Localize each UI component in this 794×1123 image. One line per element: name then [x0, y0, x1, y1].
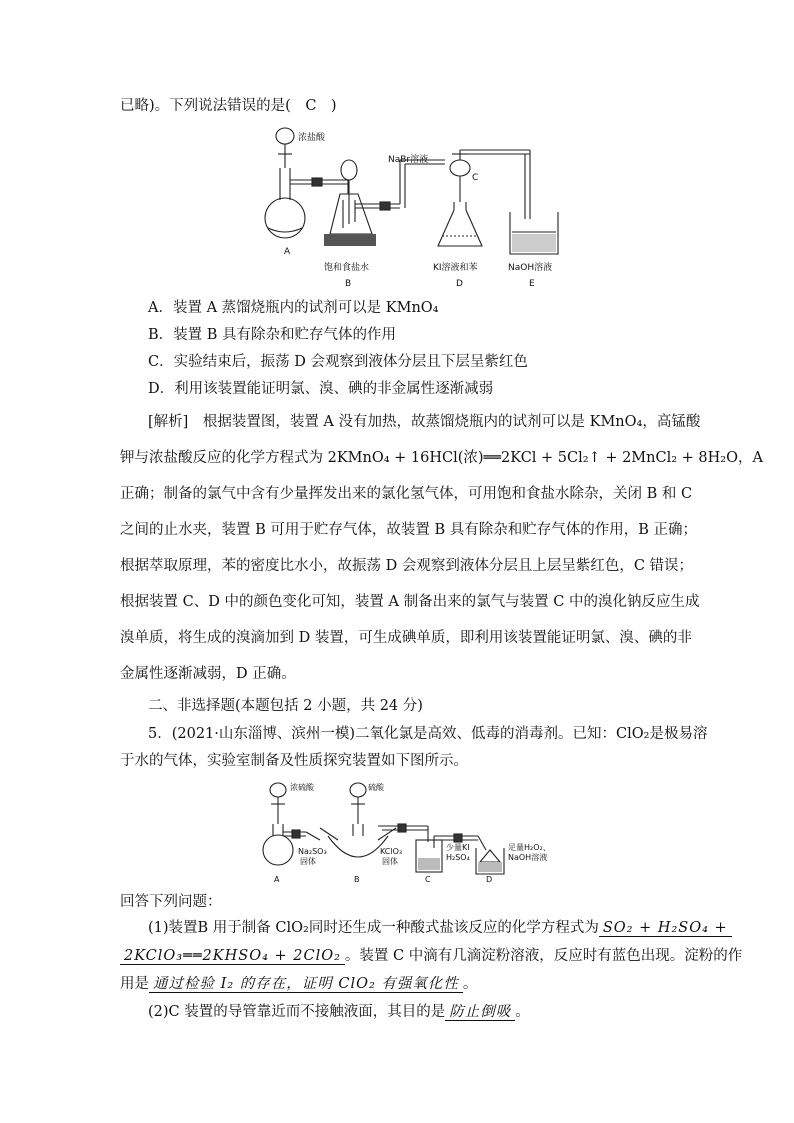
analysis-line-4: 之间的止水夹，装置 B 可用于贮存气体，故装置 B 具有除杂和贮存气体的作用，B 正确； [120, 522, 698, 538]
q5-answer-starch: 通过检验 I₂ 的存在，证明 ClO₂ 有强氧化性 [149, 976, 463, 993]
label-kclo3-solid: 固体 [382, 857, 398, 866]
label-e-sub: NaOH溶液 [508, 263, 553, 273]
label-ki: 少量KI [446, 843, 470, 852]
label-na2so3: Na₂SO₃ [298, 847, 327, 856]
label-ki-h2so4: H₂SO₄ [446, 853, 470, 862]
label-h2so4: 硫酸 [368, 783, 384, 792]
label-b: B [345, 279, 352, 289]
apparatus-figure-1 [240, 124, 570, 292]
analysis-line-3: 正确；制备的氯气中含有少量挥发出来的氯化氢气体，可用饱和食盐水除杂，关闭 B 和 C [120, 486, 693, 502]
q5-part1-text: (1)装置B 用于制备 ClO₂同时还生成一种酸式盐该反应的化学方程式为 [148, 920, 599, 936]
q5-part1-pre: 用是 [120, 976, 149, 992]
q5-answer-equation-a: SO₂ + H₂SO₄ + [599, 920, 732, 937]
q5-part2-line [148, 1002, 530, 1022]
q4-option-c: C．实验结束后，振荡 D 会观察到液体分层且下层呈紫红色 [148, 354, 528, 370]
label-b: B [354, 875, 360, 884]
label-d: D [486, 875, 493, 884]
analysis-line-8: 金属性逐渐减弱，D 正确。 [120, 666, 296, 682]
q5-answer-equation-b: 2KClO₃══2KHSO₄ + 2ClO₂ [120, 948, 345, 965]
label-nabr: NaBr溶液 [388, 155, 429, 165]
label-d-sub: KI溶液和苯 [433, 263, 478, 273]
label-conc-h2so4: 浓硫酸 [290, 783, 314, 792]
label-na2so3-solid: 固体 [300, 857, 316, 866]
label-conc-hcl: 浓盐酸 [298, 133, 326, 143]
q4-option-a: A．装置 A 蒸馏烧瓶内的试剂可以是 KMnO₄ [148, 300, 439, 316]
q4-option-b: B．装置 B 具有除杂和贮存气体的作用 [148, 327, 397, 343]
section-heading: 二、非选择题(本题包括 2 小题，共 24 分) [148, 698, 423, 714]
label-c: C [425, 875, 431, 884]
label-kclo3: KClO₃ [380, 847, 403, 856]
q5-part2-end: 。 [515, 1004, 530, 1020]
label-b-sub: 饱和食盐水 [324, 263, 370, 273]
analysis-line-1: [解析] 根据装置图，装置 A 没有加热，故蒸馏烧瓶内的试剂可以是 KMnO₄，高锰酸 [148, 414, 701, 430]
analysis-line-2: 钾与浓盐酸反应的化学方程式为 2KMnO₄ + 16HCl(浓)══2KCl + 5Cl₂↑ + 2MnCl₂ + 8H₂O，A [120, 450, 763, 466]
label-e: E [529, 279, 535, 289]
label-d-reagent-1: 足量H₂O₂、 [508, 843, 551, 852]
analysis-line-5: 根据萃取原理，苯的密度比水小，故振荡 D 会观察到液体分层且上层呈紫红色，C 错误； [120, 558, 694, 574]
analysis-line-6: 根据装置 C、D 中的颜色变化可知，装置 A 制备出来的氯气与装置 C 中的溴化钠反应生成 [120, 594, 700, 610]
q5-stem-2: 于水的气体，实验室制备及性质探究装置如下图所示。 [120, 753, 468, 769]
label-c: C [472, 173, 479, 183]
q5-answer-purpose: 防止倒吸 [445, 1004, 515, 1021]
apparatus-figure-2 [258, 778, 578, 886]
q5-part1-line2 [120, 946, 742, 966]
q5-prompt: 回答下列问题： [120, 894, 222, 910]
analysis-line-7: 溴单质，将生成的溴滴加到 D 装置，可生成碘单质，即利用该装置能证明氯、溴、碘的非 [120, 630, 692, 646]
q5-stem-1: 5．(2021·山东淄博、滨州一模)二氧化氯是高效、低毒的消毒剂。已知：ClO₂是极易溶 [148, 726, 708, 742]
q5-part1-end: 。 [462, 976, 478, 992]
q5-part2-text: (2)C 装置的导管靠近而不接触液面，其目的是 [148, 1004, 446, 1020]
q4-stem: 已略)。下列说法错误的是( C ) [120, 98, 337, 114]
label-a: A [284, 247, 291, 257]
q5-part1-cont: 。装置 C 中滴有几滴淀粉溶液，反应时有蓝色出现。淀粉的作 [344, 948, 743, 964]
q5-part1-line3 [120, 974, 477, 994]
q4-option-d: D．利用该装置能证明氯、溴、碘的非金属性逐渐减弱 [148, 381, 494, 397]
label-d-reagent-2: NaOH溶液 [508, 853, 548, 862]
label-d: D [456, 279, 463, 289]
label-a: A [274, 875, 280, 884]
q5-part1-line1 [148, 918, 732, 938]
